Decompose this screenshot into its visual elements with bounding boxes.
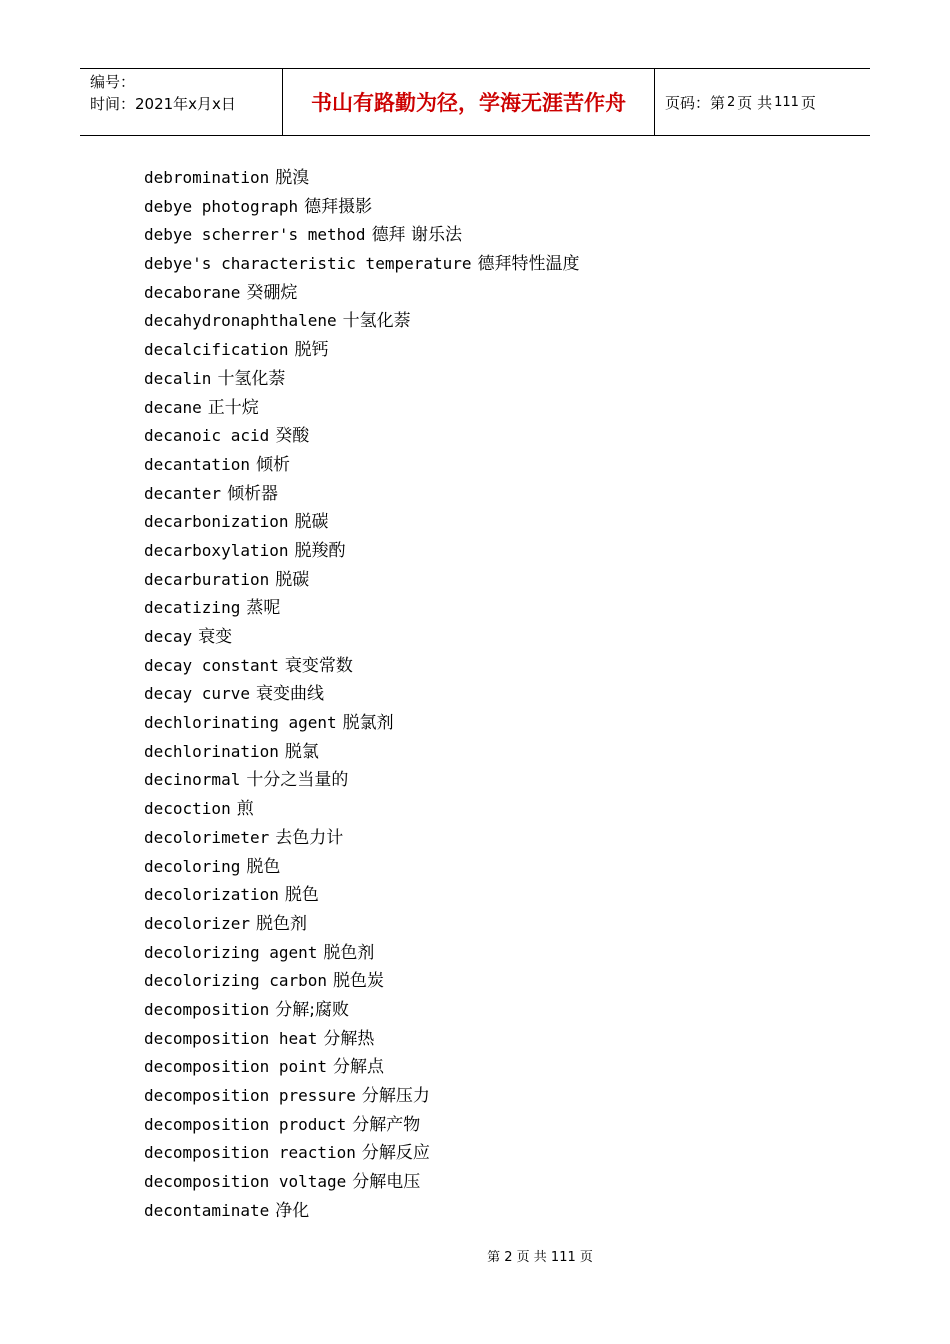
entry-term: debromination (144, 168, 270, 187)
entry-term: decomposition product (144, 1114, 347, 1134)
entry-translation: 脱色 (284, 885, 319, 906)
glossary-entry (144, 881, 864, 910)
entry-term: decanter (144, 483, 222, 503)
entry-translation: 净化 (275, 1200, 310, 1221)
entry-translation: 衰变 (198, 627, 233, 647)
page-current: 2 (727, 94, 736, 110)
glossary-entry (144, 709, 864, 738)
glossary-entry (144, 1168, 864, 1197)
glossary-entry (144, 480, 864, 509)
entry-translation: 脱色剂 (323, 942, 375, 963)
glossary-entry (144, 250, 864, 279)
entry-term: decay constant (144, 655, 279, 675)
entry-term: decinormal (144, 770, 241, 790)
glossary-entry (144, 1111, 864, 1140)
glossary-entry (144, 279, 864, 308)
glossary-entry (144, 623, 864, 652)
entry-translation: 脱色炭 (333, 971, 385, 992)
entry-term: decomposition (144, 999, 270, 1019)
glossary-entry (144, 824, 864, 853)
entry-translation: 十氢化萘 (342, 311, 411, 332)
page-prefix: 页码：第 (665, 93, 726, 112)
glossary-entry (144, 652, 864, 681)
entry-term: decomposition pressure (144, 1086, 356, 1105)
entry-translation: 倾析器 (227, 483, 279, 504)
entry-term: debye's characteristic temperature (144, 254, 472, 274)
entry-translation: 癸硼烷 (246, 282, 298, 303)
glossary-entry (144, 508, 864, 537)
entry-translation: 分解反应 (361, 1143, 430, 1164)
entry-translation: 去色力计 (275, 827, 344, 848)
entry-term: decoction (144, 799, 231, 819)
entry-translation: 十分之当量的 (246, 770, 349, 791)
glossary-entry (144, 307, 864, 336)
glossary-entry (144, 451, 864, 480)
header-meta (80, 69, 282, 135)
entry-term: decay curve (144, 684, 250, 704)
entry-term: dechlorinating agent (144, 713, 337, 733)
glossary-entry (144, 537, 864, 566)
entry-term: decomposition reaction (144, 1143, 356, 1163)
glossary-entry (144, 594, 864, 623)
glossary-entry (144, 422, 864, 451)
entry-translation: 分解电压 (352, 1172, 421, 1193)
entry-term: decatizing (144, 598, 241, 618)
glossary-entry (144, 1053, 864, 1082)
entry-translation: 分解点 (333, 1057, 385, 1078)
entry-translation: 脱氯剂 (342, 713, 394, 734)
entry-translation: 分解热 (323, 1028, 375, 1049)
page-header (80, 68, 870, 136)
entry-term: decolorizing agent (144, 942, 318, 962)
entry-term: decolorizer (144, 913, 250, 933)
entry-term: decalin (144, 368, 212, 388)
glossary-entry (144, 221, 864, 250)
entry-translation: 分解压力 (361, 1086, 430, 1106)
entry-translation: 衰变曲线 (255, 684, 324, 705)
entry-term: decolorization (144, 885, 279, 905)
entry-translation: 德拜特性温度 (477, 254, 580, 275)
entry-term: decanoic acid (144, 426, 270, 446)
glossary-entry (144, 853, 864, 882)
entry-term: decalcification (144, 340, 289, 360)
entry-translation: 脱色 (246, 856, 281, 877)
entry-translation: 德拜摄影 (304, 196, 373, 217)
entry-translation: 正十烷 (207, 397, 259, 418)
entry-term: decay (144, 627, 193, 646)
entry-term: decomposition voltage (144, 1172, 347, 1192)
glossary-entry (144, 1197, 864, 1226)
entry-term: decarburation (144, 569, 270, 589)
page-footer: 第 2 页 共 111 页 (487, 1250, 593, 1265)
entry-translation: 脱色剂 (255, 913, 307, 934)
entry-term: decolorimeter (144, 827, 270, 847)
glossary-entry (144, 164, 864, 193)
entry-term: decane (144, 397, 202, 417)
entry-translation: 衰变常数 (284, 655, 353, 676)
glossary-entry (144, 738, 864, 767)
entry-translation: 分解;腐败 (275, 999, 349, 1020)
glossary-entry (144, 193, 864, 222)
glossary-entry (144, 394, 864, 423)
entry-term: decarbonization (144, 512, 289, 532)
entry-term: debye photograph (144, 196, 299, 216)
entry-term: decolorizing carbon (144, 971, 328, 991)
entry-translation: 脱氯 (284, 741, 319, 762)
entry-translation: 分解产物 (352, 1114, 421, 1135)
entry-translation: 脱溴 (275, 168, 310, 188)
entry-term: decomposition heat (144, 1028, 318, 1048)
glossary-entry (144, 365, 864, 394)
date-label: 时间：2021年x月x日 (90, 95, 236, 113)
entry-translation: 脱碳 (294, 512, 329, 533)
entry-term: decahydronaphthalene (144, 311, 337, 331)
entry-translation: 癸酸 (275, 426, 310, 447)
entry-term: decarboxylation (144, 540, 289, 560)
serial-label: 编号： (90, 73, 136, 91)
glossary-entry (144, 996, 864, 1025)
entry-term: dechlorination (144, 741, 279, 761)
glossary-entry (144, 1139, 864, 1168)
glossary-entry (144, 910, 864, 939)
entry-translation: 脱钙 (294, 340, 329, 361)
entry-translation: 脱碳 (275, 569, 310, 590)
glossary-entry (144, 336, 864, 365)
glossary-entry (144, 1082, 864, 1111)
glossary-entry (144, 566, 864, 595)
entry-translation: 脱羧酌 (294, 540, 346, 561)
glossary-entry (144, 939, 864, 968)
glossary-entry (144, 967, 864, 996)
glossary-entry (144, 680, 864, 709)
entry-translation: 十氢化萘 (217, 368, 286, 389)
entry-term: decaborane (144, 282, 241, 302)
glossary-list (144, 164, 864, 1225)
entry-term: debye scherrer's method (144, 225, 366, 245)
page-mid: 页 共 (737, 93, 773, 112)
glossary-entry (144, 1025, 864, 1054)
entry-translation: 倾析 (255, 454, 290, 475)
glossary-entry (144, 795, 864, 824)
page-suffix: 页 (800, 93, 816, 112)
entry-translation: 煎 (236, 799, 254, 820)
entry-term: decoloring (144, 856, 241, 876)
header-motto: 书山有路勤为径，学海无涯苦作舟 (282, 69, 655, 135)
header-page-info (655, 69, 870, 135)
page-total: 111 (774, 94, 799, 110)
glossary-entry (144, 766, 864, 795)
entry-term: decomposition point (144, 1057, 328, 1077)
entry-term: decontaminate (144, 1200, 270, 1220)
entry-term: decantation (144, 454, 250, 474)
entry-translation: 德拜 谢乐法 (371, 225, 462, 246)
entry-translation: 蒸呢 (246, 598, 281, 619)
